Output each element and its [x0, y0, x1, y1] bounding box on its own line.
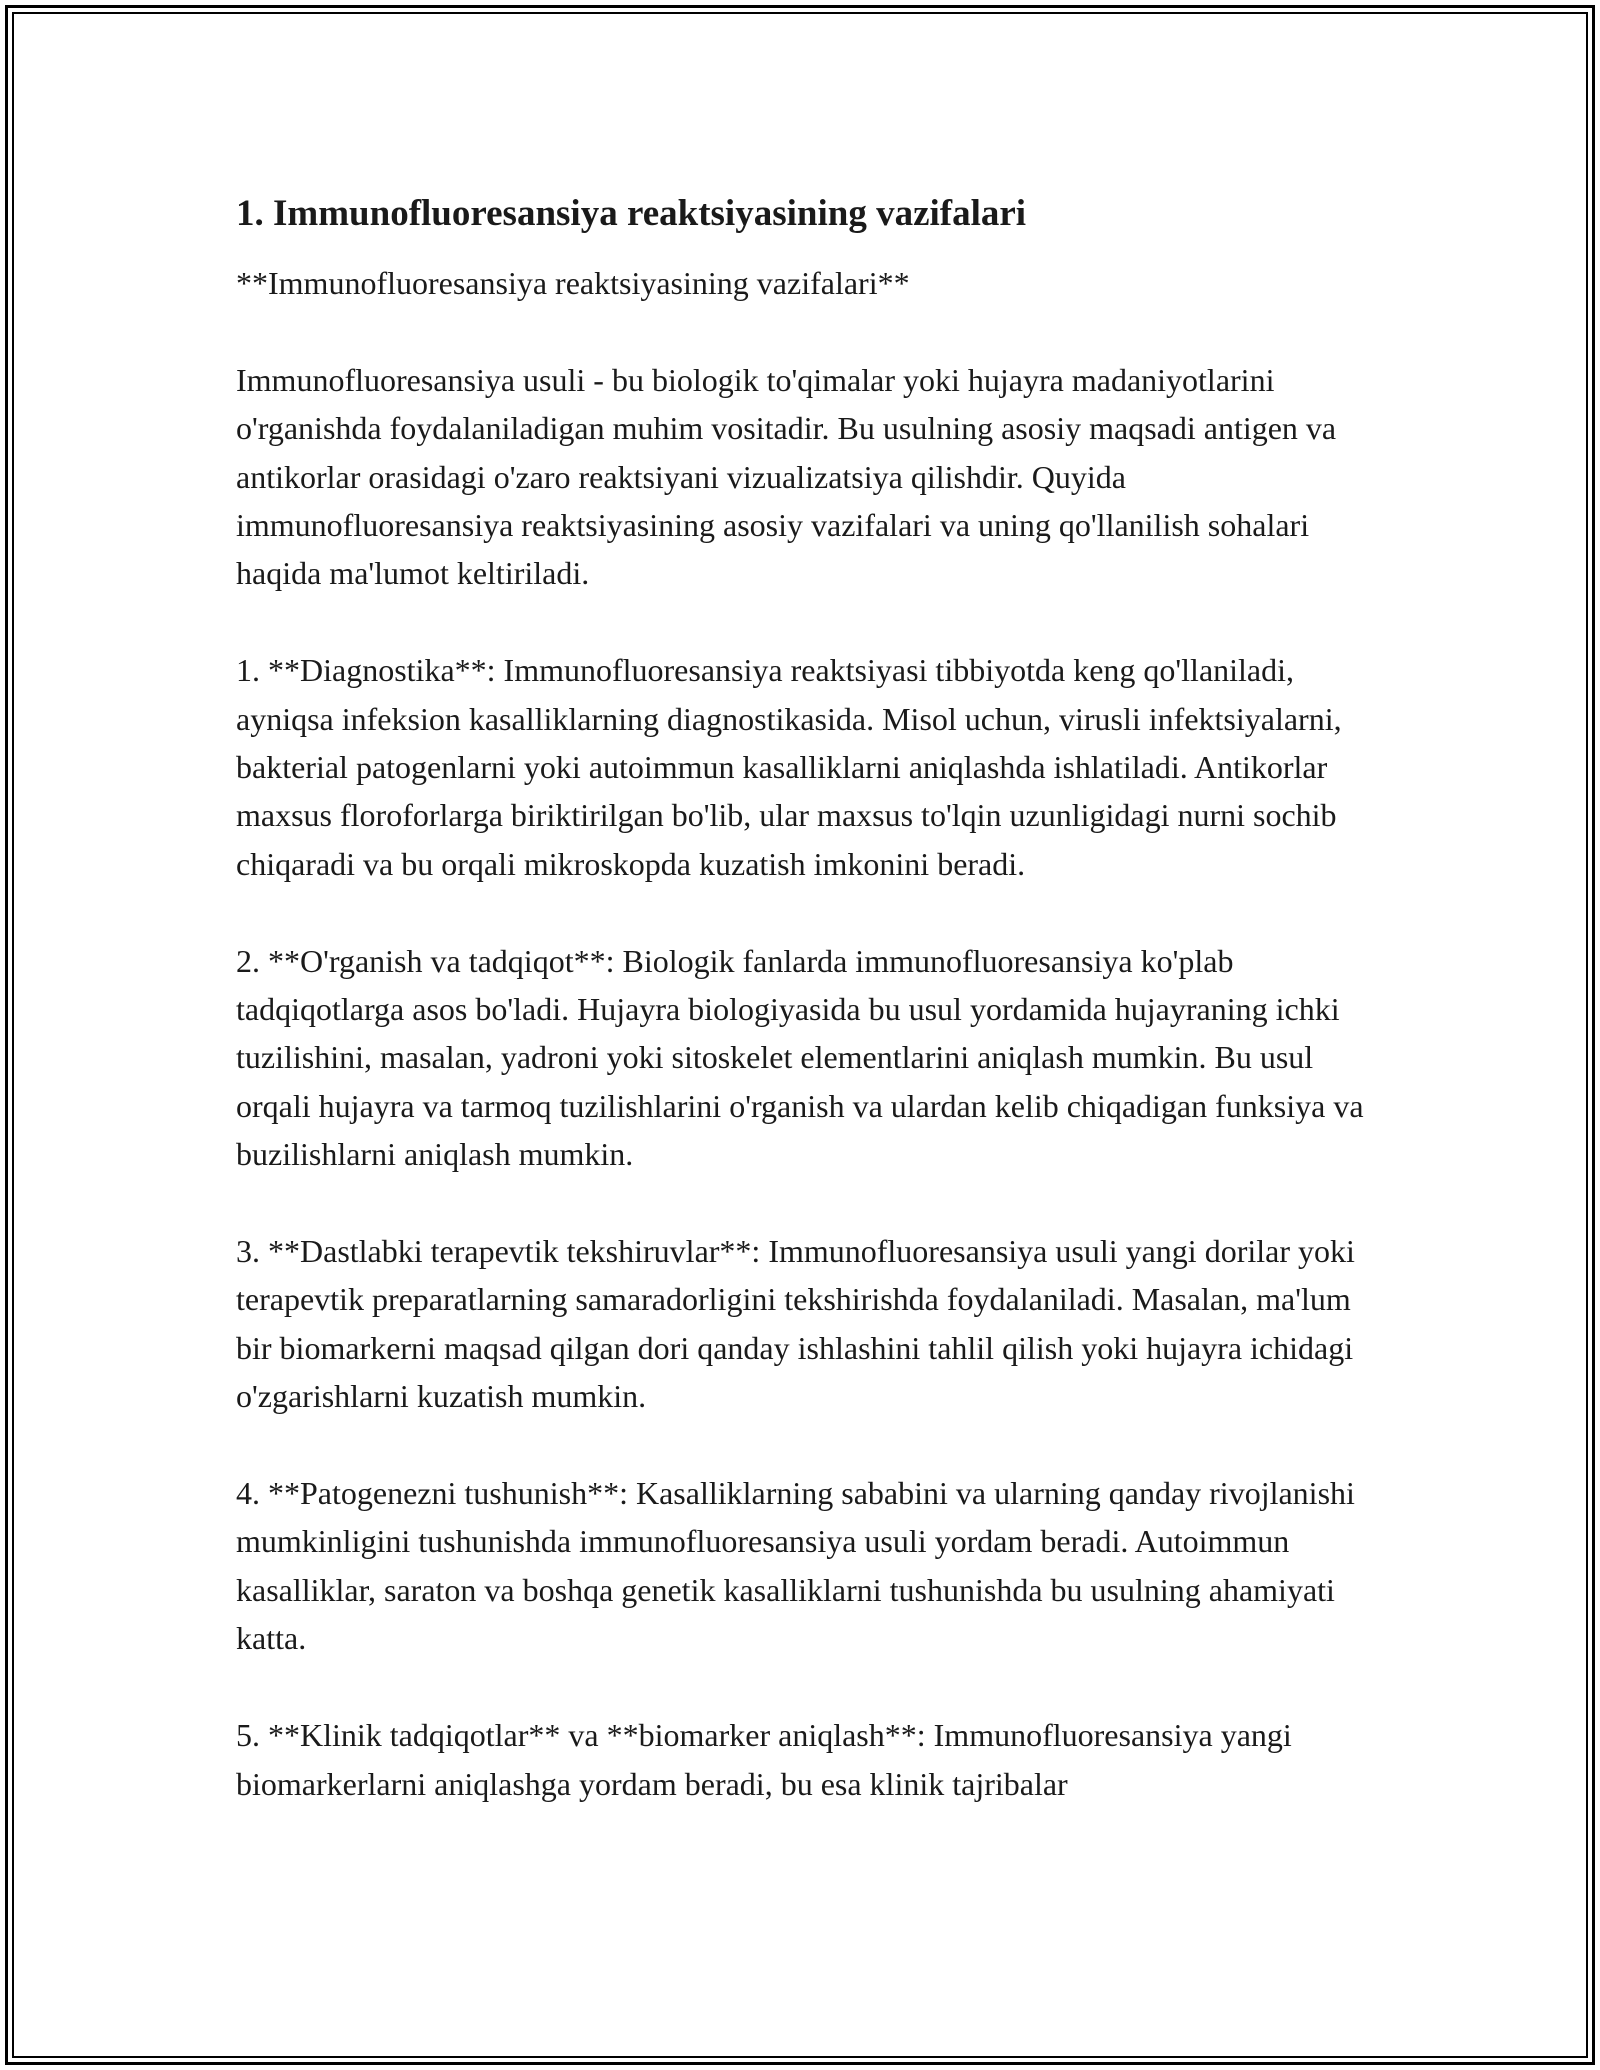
item-klinik-tadqiqotlar: 5. **Klinik tadqiqotlar** va **biomarker aniqlash**: Immunofluoresansiya yangi biomarkerlarni aniqlashga yordam beradi, bu esa klinik tajribalar — [236, 1717, 1292, 1802]
item-organish-tadqiqot: 2. **O'rganish va tadqiqot**: Biologik fanlarda immunofluoresansiya ko'plab tadqiqotlarga asos bo'ladi. Hujayra biologiyasida bu usul yordamida hujayraning ichki tuzilishini, masalan, yadroni yoki sitoskelet elementlarini aniqlash mumkin. Bu usul orqali hujayra va tarmoq tuzilishlarini o'rganish va ulardan kelib chiqadigan funksiya va buzilishlarni aniqlash mumkin. — [236, 942, 1364, 1173]
intro-paragraph: Immunofluoresansiya usuli - bu biologik to'qimalar yoki hujayra madaniyotlarini o'rganishda foydalaniladigan muhim vositadir. Bu usulning asosiy maqsadi antigen va antikorlar orasidagi o'zaro reaktsiyani vizualizatsiya qilishdir. Quyida immunofluoresansiya reaktsiyasining asosiy vazifalari va uning qo'llanilish sohalari haqida ma'lumot keltiriladi. — [236, 361, 1337, 592]
document-title: 1. Immunofluoresansiya reaktsiyasining vazifalari — [236, 193, 1027, 234]
subtitle-paragraph: **Immunofluoresansiya reaktsiyasining vazifalari** — [236, 265, 910, 301]
item-patogenez: 4. **Patogenezni tushunish**: Kasalliklarning sababini va ularning qanday rivojlanishi mumkinligini tushunishda immunofluoresansiya usuli yordam beradi. Autoimmun kasalliklar, saraton va boshqa genetik kasalliklarni tushunishda bu usulning ahamiyati katta. — [236, 1475, 1355, 1657]
item-diagnostika: 1. **Diagnostika**: Immunofluoresansiya reaktsiyasi tibbiyotda keng qo'llaniladi, ayniqsa infeksion kasalliklarning diagnostikasida. Misol uchun, virusli infektsiyalarni, bakterial patogenlarni yoki autoimmun kasalliklarni aniqlashda ishlatiladi. Antikorlar maxsus floroforlarga biriktirilgan bo'lib, ular maxsus to'lqin uzunligidagi nurni sochib chiqaradi va bu orqali mikroskopda kuzatish imkonini beradi. — [236, 652, 1342, 882]
item-terapevtik-tekshiruvlar: 3. **Dastlabki terapevtik tekshiruvlar**: Immunofluoresansiya usuli yangi dorilar yoki terapevtik preparatlarning samaradorligini tekshirishda foydalaniladi. Masalan, ma'lum bir biomarkerni maqsad qilgan dori qanday ishlashini tahlil qilish yoki hujayra ichidagi o'zgarishlarni kuzatish mumkin. — [236, 1233, 1355, 1415]
document-body — [236, 186, 1366, 1856]
